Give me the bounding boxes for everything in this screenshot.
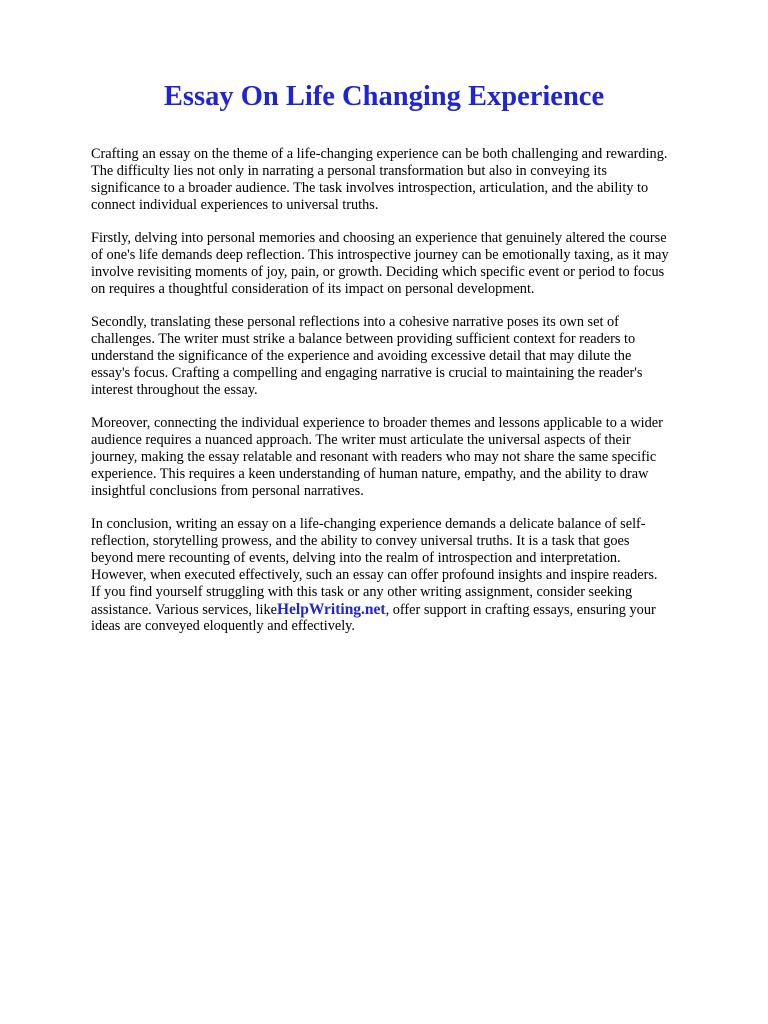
page-title: Essay On Life Changing Experience [163,81,605,112]
paragraph-firstly [91,230,731,298]
paragraph-line: However, when executed effectively, such an essay can offer profound insights and inspire readers. [91,567,658,583]
paragraph-line: understand the significance of the experience and avoiding excessive detail that may dilute the [91,348,632,364]
paragraph-moreover [91,415,731,500]
link-line-before: assistance. Various services, like [91,602,277,618]
paragraph-conclusion [91,516,731,635]
paragraph-line: Moreover, connecting the individual experience to broader themes and lessons applicable to a wider [91,415,663,431]
paragraph-line: significance to a broader audience. The task involves introspection, articulation, and the ability to [91,180,649,196]
paragraph-line: experience. This requires a keen understanding of human nature, empathy, and the ability to draw [91,466,649,482]
paragraph-line: on requires a thoughtful consideration of its impact on personal development. [91,281,535,297]
paragraph-line: audience requires a nuanced approach. The writer must articulate the universal aspects of their [91,432,631,448]
paragraph-line: Secondly, translating these personal reflections into a cohesive narrative poses its own set of [91,314,619,330]
paragraph-line: beyond mere recounting of events, delving into the realm of introspection and interpretation. [91,550,621,566]
paragraph-line: challenges. The writer must strike a balance between providing sufficient context for readers to [91,331,636,347]
paragraph-secondly [91,314,731,399]
paragraph-line: of one's life demands deep reflection. This introspective journey can be emotionally taxing, as it may [91,247,669,263]
paragraph-line-with-link [91,601,731,618]
paragraph-line: In conclusion, writing an essay on a life-changing experience demands a delicate balance of self- [91,516,646,532]
paragraph-line: involve revisiting moments of joy, pain, or growth. Deciding which specific event or period to focus [91,264,665,280]
paragraph-line: Firstly, delving into personal memories and choosing an experience that genuinely altered the course [91,230,667,246]
paragraph-line: interest throughout the essay. [91,382,258,398]
paragraph-line: If you find yourself struggling with this task or any other writing assignment, consider seeking [91,584,633,600]
paragraph-intro [91,146,731,214]
helpwriting-link[interactable]: HelpWriting.net [276,601,386,618]
paragraph-line: essay's focus. Crafting a compelling and engaging narrative is crucial to maintaining the reader's [91,365,643,381]
paragraph-line: The difficulty lies not only in narrating a personal transformation but also in conveying its [91,163,607,179]
paragraph-line: insightful conclusions from personal narratives. [91,483,364,499]
paragraph-line: journey, making the essay relatable and resonant with readers who may not share the same specific [91,449,657,465]
paragraph-line: Crafting an essay on the theme of a life-changing experience can be both challenging and rewarding. [91,146,668,162]
paragraph-line: ideas are conveyed eloquently and effectively. [91,618,355,634]
link-line-after: , offer support in crafting essays, ensuring your [385,602,656,618]
paragraph-line: reflection, storytelling prowess, and the ability to convey universal truths. It is a task that goes [91,533,630,549]
paragraph-line: connect individual experiences to universal truths. [91,197,379,213]
